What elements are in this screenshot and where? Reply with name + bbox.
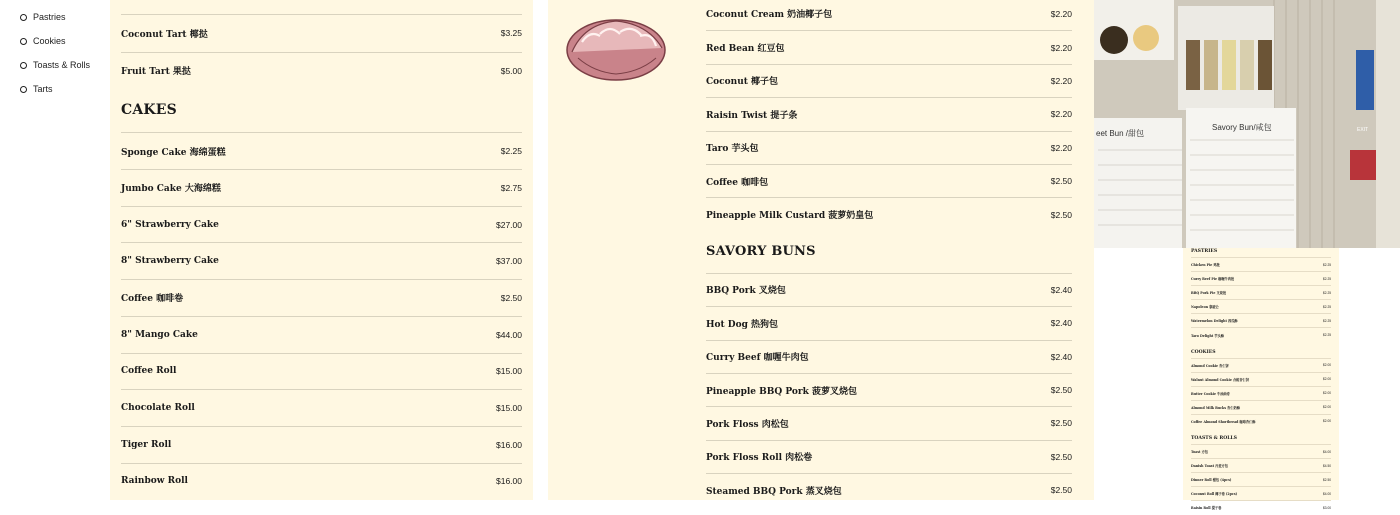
item-name: Fruit Tart 果挞: [121, 67, 191, 78]
item-price: $16.00: [496, 439, 522, 450]
item-price: $2.20: [1050, 75, 1072, 86]
list-item: [1191, 386, 1331, 400]
section-heading: [121, 88, 522, 132]
item-price: $2.75: [500, 182, 522, 193]
item-name: Coffee 咖啡包: [706, 177, 769, 188]
menu-list: [706, 0, 1072, 506]
list-item: [121, 0, 522, 15]
list-item: [706, 273, 1072, 306]
list-item: [706, 30, 1072, 63]
item-price: $4.50: [1323, 463, 1331, 468]
list-item: [706, 473, 1072, 506]
mini-rows: [1191, 358, 1331, 428]
item-price: $2.25: [1323, 333, 1331, 338]
item-price: $2.00: [1323, 419, 1331, 424]
list-item: [706, 306, 1072, 339]
bullet-icon: [20, 14, 27, 21]
list-item: [121, 426, 522, 463]
item-name: Chocolate Roll: [121, 403, 195, 414]
sidebar-item-label: Cookies: [33, 36, 66, 46]
menu-panel-cakes: [110, 0, 533, 500]
list-item: [121, 15, 522, 52]
list-item: [121, 242, 522, 279]
item-price: $4.00: [1323, 449, 1331, 454]
sidebar-item-label: Pastries: [33, 12, 66, 22]
item-name: Danish Toast 丹麦方包: [1191, 464, 1228, 469]
item-name: Dinner Roll 餐包 (4pcs): [1191, 478, 1232, 483]
item-price: $3.25: [500, 28, 522, 39]
item-name: Coconut 椰子包: [706, 77, 779, 88]
bakery-sign-photo: [1094, 0, 1400, 248]
item-name: Curry Beef 咖喱牛肉包: [706, 353, 809, 364]
item-price: $2.50: [1050, 209, 1072, 220]
item-price: $2.00: [1323, 405, 1331, 410]
mini-rows: [1191, 257, 1331, 342]
sidebar-item-cookies[interactable]: [20, 36, 66, 46]
section-heading: PASTRIES: [1191, 249, 1218, 254]
item-name: Pork Floss Roll 肉松卷: [706, 453, 813, 464]
item-price: $2.50: [1050, 451, 1072, 462]
bullet-icon: [20, 38, 27, 45]
mini-rows: [1191, 444, 1331, 514]
item-price: $2.00: [1323, 377, 1331, 382]
item-name: Coffee Almond Shortbread 咖啡杏仁酥: [1191, 419, 1256, 424]
list-item: [121, 132, 522, 169]
item-name: Coconut Cream 奶油椰子包: [706, 10, 833, 21]
item-price: $2.20: [1050, 142, 1072, 153]
list-item: [1191, 327, 1331, 341]
item-price: $2.50: [1050, 385, 1072, 396]
section-title: CAKES: [121, 102, 177, 119]
list-item: [121, 353, 522, 390]
item-name: Red Bean 红豆包: [706, 44, 785, 55]
list-item: [121, 463, 522, 500]
list-item: [706, 64, 1072, 97]
item-name: Rainbow Roll: [121, 476, 188, 487]
list-item: [1191, 372, 1331, 386]
item-price: $2.40: [1050, 318, 1072, 329]
menu-list: [121, 0, 522, 499]
list-item: [1191, 400, 1331, 414]
item-price: $4.00: [1323, 491, 1331, 496]
sidebar-item-pastries[interactable]: [20, 12, 66, 22]
list-item: [121, 206, 522, 243]
list-item: [1191, 285, 1331, 299]
list-item: [706, 340, 1072, 373]
item-price: $2.00: [1323, 363, 1331, 368]
item-name: Jumbo Cake 大海绵糕: [121, 184, 221, 195]
item-price: $2.00: [1323, 391, 1331, 396]
item-price: $2.25: [1323, 290, 1331, 295]
list-item: [1191, 500, 1331, 514]
sidebar-item-label: Tarts: [33, 84, 53, 94]
item-name: Almond Cookie 杏仁饼: [1191, 363, 1229, 368]
item-price: $2.50: [1323, 477, 1331, 482]
item-name: Tiger Roll: [121, 439, 172, 450]
list-item: [1191, 299, 1331, 313]
list-item: [121, 52, 522, 89]
item-name: Raisin Twist 提子条: [706, 110, 798, 121]
item-name: Pork Floss 肉松包: [706, 419, 789, 430]
section-heading: [706, 231, 1072, 273]
list-item: [706, 440, 1072, 473]
list-item: [1191, 444, 1331, 458]
list-item: [1191, 472, 1331, 486]
item-name: Napoleon 拿破仑: [1191, 305, 1219, 310]
item-price: $44.00: [496, 329, 522, 340]
item-name: Raisin Roll 提子卷: [1191, 506, 1222, 511]
list-item: [1191, 271, 1331, 285]
list-item: [1191, 414, 1331, 428]
item-name: Pineapple BBQ Pork 菠萝叉烧包: [706, 386, 857, 397]
item-name: Curry Beef Pie 咖喱牛肉批: [1191, 277, 1235, 282]
item-name: Taro Delight 芋头酥: [1191, 333, 1224, 338]
list-item: [706, 406, 1072, 439]
item-price: $2.50: [1050, 485, 1072, 496]
item-price: $2.25: [1323, 276, 1331, 281]
sidebar: [0, 0, 110, 500]
item-name: 8" Mango Cake: [121, 329, 198, 340]
list-item: [706, 197, 1072, 230]
item-price: $37.00: [496, 256, 522, 267]
item-price: $2.40: [1050, 284, 1072, 295]
list-item: [706, 373, 1072, 406]
list-item: [121, 389, 522, 426]
savory-bun-rows: [706, 273, 1072, 507]
sidebar-item-tarts[interactable]: [20, 84, 53, 94]
list-item: [706, 0, 1072, 30]
item-name: Butter Cookie 牛油曲奇: [1191, 391, 1230, 396]
list-item: [121, 279, 522, 316]
menu-panel-buns: [548, 0, 1094, 500]
list-item: [1191, 458, 1331, 472]
photo-sign-text: Savory Bun/咸包: [1212, 123, 1272, 132]
item-name: Chicken Pie 鸡批: [1191, 263, 1220, 268]
item-name: BBQ Pork Pie 叉烧批: [1191, 291, 1227, 296]
item-price: $2.50: [500, 292, 522, 303]
item-price: $2.20: [1050, 109, 1072, 120]
item-price: $3.00: [1323, 505, 1331, 510]
photo-sign-text: eet Bun /甜包: [1096, 129, 1145, 138]
list-item: [1191, 486, 1331, 500]
bullet-icon: [20, 86, 27, 93]
list-item: [121, 169, 522, 206]
item-price: $27.00: [496, 219, 522, 230]
sidebar-item-label: Toasts & Rolls: [33, 60, 91, 70]
mini-menu-list: [1191, 248, 1331, 515]
item-name: Walnut Almond Cookie 合桃杏仁饼: [1191, 377, 1249, 382]
item-name: 8" Strawberry Cake: [121, 256, 219, 267]
bullet-icon: [20, 62, 27, 69]
mini-menu-preview: [1183, 248, 1339, 511]
item-price: $2.20: [1050, 42, 1072, 53]
item-price: $15.00: [496, 403, 522, 414]
item-name: Almond Milk Bucks 杏仁奶酥: [1191, 405, 1240, 410]
list-item: [121, 316, 522, 353]
list-item: [706, 97, 1072, 130]
item-price: $2.25: [500, 146, 522, 157]
exit-sign: EXIT: [1357, 127, 1369, 133]
sweet-bun-rows: [706, 0, 1072, 231]
item-price: $16.00: [496, 476, 522, 487]
cake-rows: [121, 132, 522, 499]
item-name: 6" Strawberry Cake: [121, 219, 219, 230]
section-heading: TOASTS & ROLLS: [1191, 436, 1237, 442]
item-price: $2.25: [1323, 318, 1331, 323]
item-price: $2.40: [1050, 351, 1072, 362]
list-item: [706, 164, 1072, 197]
item-name: Coconut Roll 椰子卷 (2pcs): [1191, 492, 1238, 497]
list-item: [706, 131, 1072, 164]
item-name: Watermelon Delight 西瓜酥: [1191, 319, 1238, 324]
item-name: Coffee 咖啡卷: [121, 294, 184, 305]
item-price: $2.25: [1323, 262, 1331, 267]
list-item: [1191, 313, 1331, 327]
item-price: $2.50: [1050, 176, 1072, 187]
item-name: Taro 芋头包: [706, 144, 759, 155]
item-name: Pineapple Milk Custard 菠萝奶皇包: [706, 211, 874, 222]
list-item: [1191, 358, 1331, 372]
item-price: $15.00: [496, 366, 522, 377]
bread-illustration: [564, 12, 668, 84]
section-heading: COOKIES: [1191, 349, 1216, 355]
item-price: $2.50: [1050, 418, 1072, 429]
item-name: Coconut Tart 椰挞: [121, 29, 208, 40]
item-price: $5.00: [500, 65, 522, 76]
item-name: Sponge Cake 海绵蛋糕: [121, 147, 226, 158]
item-name: BBQ Pork 叉烧包: [706, 286, 786, 297]
list-item: [1191, 257, 1331, 271]
item-price: $2.20: [1050, 8, 1072, 19]
item-price: $2.25: [1323, 304, 1331, 309]
sidebar-item-toasts-rolls[interactable]: [20, 60, 90, 70]
item-name: Hot Dog 热狗包: [706, 319, 779, 330]
item-name: Coffee Roll: [121, 366, 177, 377]
item-name: Toast 方包: [1191, 450, 1208, 455]
section-title: SAVORY BUNS: [706, 244, 816, 260]
item-name: Steamed BBQ Pork 蒸叉烧包: [706, 486, 842, 497]
